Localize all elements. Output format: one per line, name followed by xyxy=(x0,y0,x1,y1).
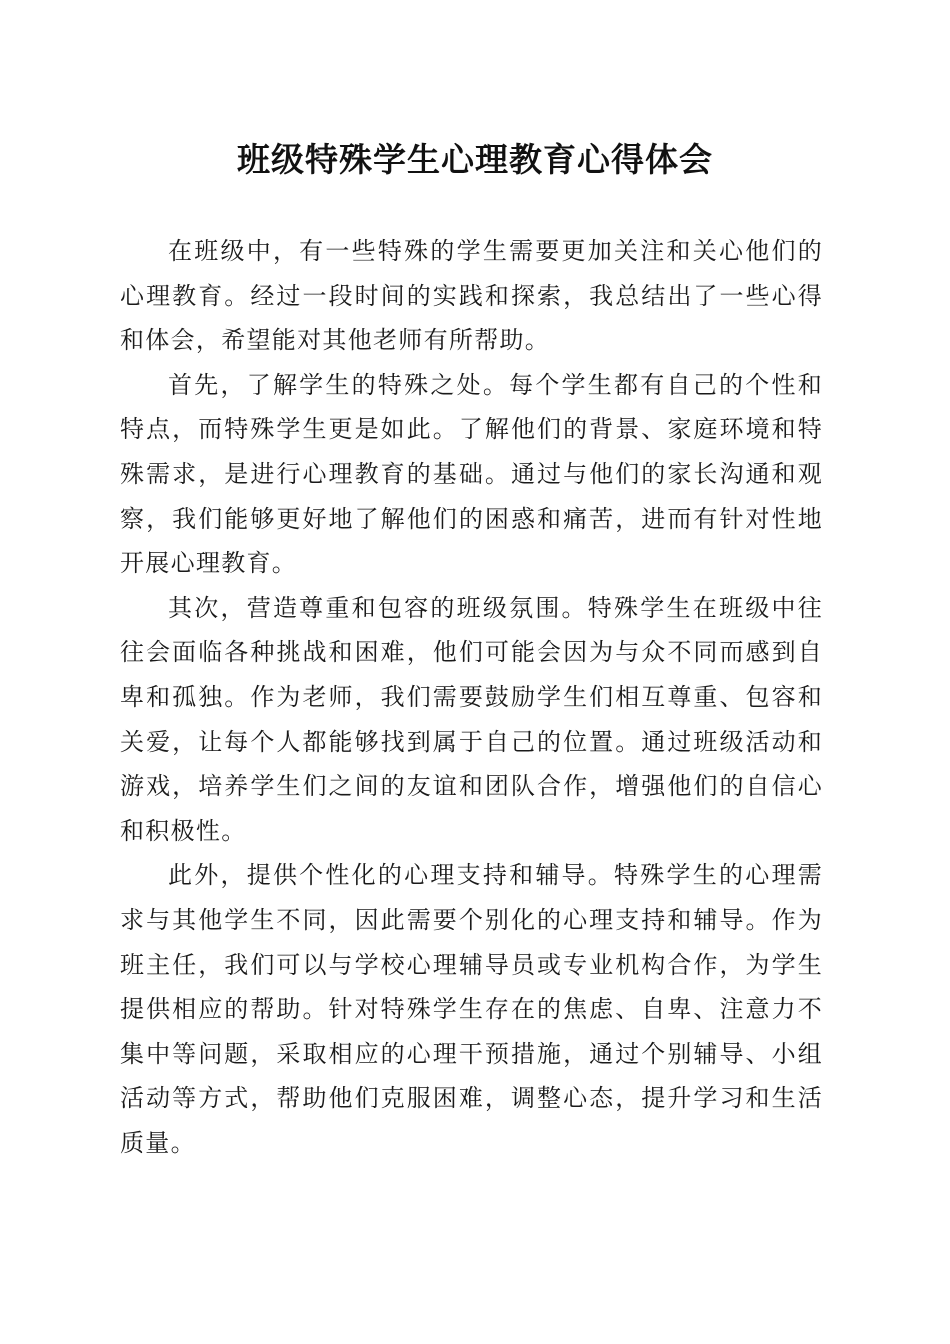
paragraph-4: 此外，提供个性化的心理支持和辅导。特殊学生的心理需求与其他学生不同，因此需要个别化的心理支持和辅导。作为班主任，我们可以与学校心理辅导员或专业机构合作，为学生提供相应的帮助。针对特殊学生存在的焦虑、自卑、注意力不集中等问题，采取相应的心理干预措施，通过个别辅导、小组活动等方式，帮助他们克服困难，调整心态，提升学习和生活质量。 xyxy=(120,861,823,1157)
document-body xyxy=(120,229,823,1165)
paragraph-1: 在班级中，有一些特殊的学生需要更加关注和关心他们的心理教育。经过一段时间的实践和探索，我总结出了一些心得和体会，希望能对其他老师有所帮助。 xyxy=(120,237,823,355)
paragraph-2: 首先，了解学生的特殊之处。每个学生都有自己的个性和特点，而特殊学生更是如此。了解他们的背景、家庭环境和特殊需求，是进行心理教育的基础。通过与他们的家长沟通和观察，我们能够更好地了解他们的困惑和痛苦，进而有针对性地开展心理教育。 xyxy=(120,370,823,578)
paragraph-3: 其次，营造尊重和包容的班级氛围。特殊学生在班级中往往会面临各种挑战和困难，他们可能会因为与众不同而感到自卑和孤独。作为老师，我们需要鼓励学生们相互尊重、包容和关爱，让每个人都能够找到属于自己的位置。通过班级活动和游戏，培养学生们之间的友谊和团队合作，增强他们的自信心和积极性。 xyxy=(120,593,823,845)
document-title: 班级特殊学生心理教育心得体会 xyxy=(237,140,713,179)
